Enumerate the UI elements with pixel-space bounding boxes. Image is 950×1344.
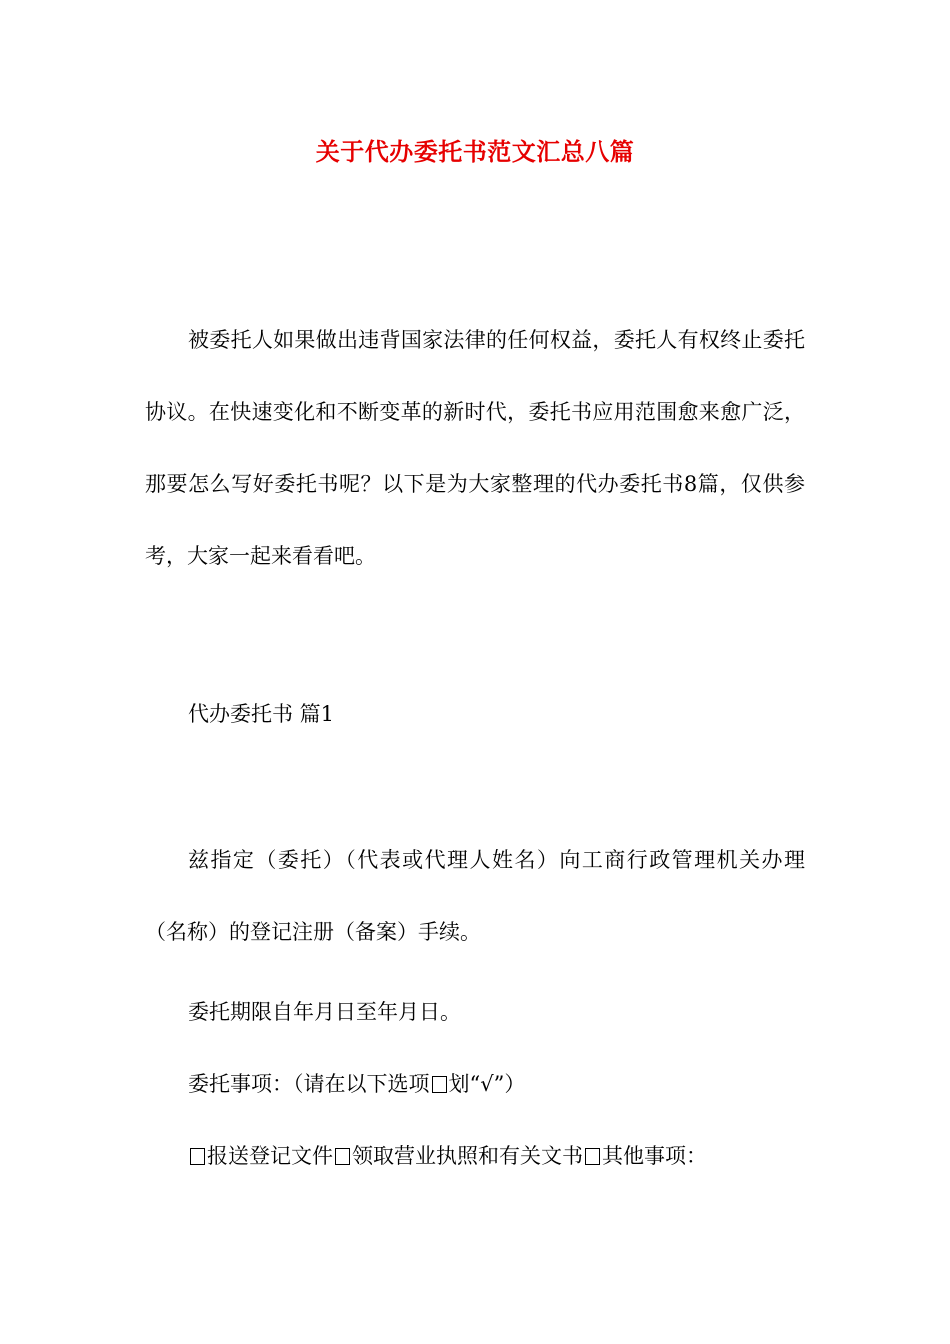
intro-paragraph: 被委托人如果做出违背国家法律的任何权益，委托人有权终止委托协议。在快速变化和不断变革的新时代，委托书应用范围愈来愈广泛，那要怎么写好委托书呢？以下是为大家整理的代办委托书8篇，仅供参考，大家一起来看看吧。 — [145, 328, 805, 568]
checkbox-icon — [190, 1148, 205, 1165]
item-collect-license: 领取营业执照和有关文书 — [352, 1144, 583, 1168]
item-other-matters: 其他事项： — [602, 1144, 707, 1168]
item-submit-documents: 报送登记文件 — [207, 1144, 333, 1168]
items-paragraph — [145, 1120, 805, 1192]
items-label-paragraph — [145, 1048, 805, 1120]
checkbox-icon — [432, 1076, 447, 1093]
term-paragraph: 委托期限自年月日至年月日。 — [188, 1000, 461, 1024]
document-title: 关于代办委托书范文汇总八篇 — [315, 137, 635, 166]
items-label-prefix: 委托事项：（请在以下选项 — [188, 1072, 430, 1096]
checkbox-icon — [335, 1148, 350, 1165]
checkbox-icon — [585, 1148, 600, 1165]
items-label-suffix: 划“√”） — [448, 1072, 526, 1096]
designation-paragraph: 兹指定（委托）（代表或代理人姓名）向工商行政管理机关办理（名称）的登记注册（备案）手续。 — [145, 848, 805, 944]
section-heading: 代办委托书 篇1 — [188, 702, 335, 726]
